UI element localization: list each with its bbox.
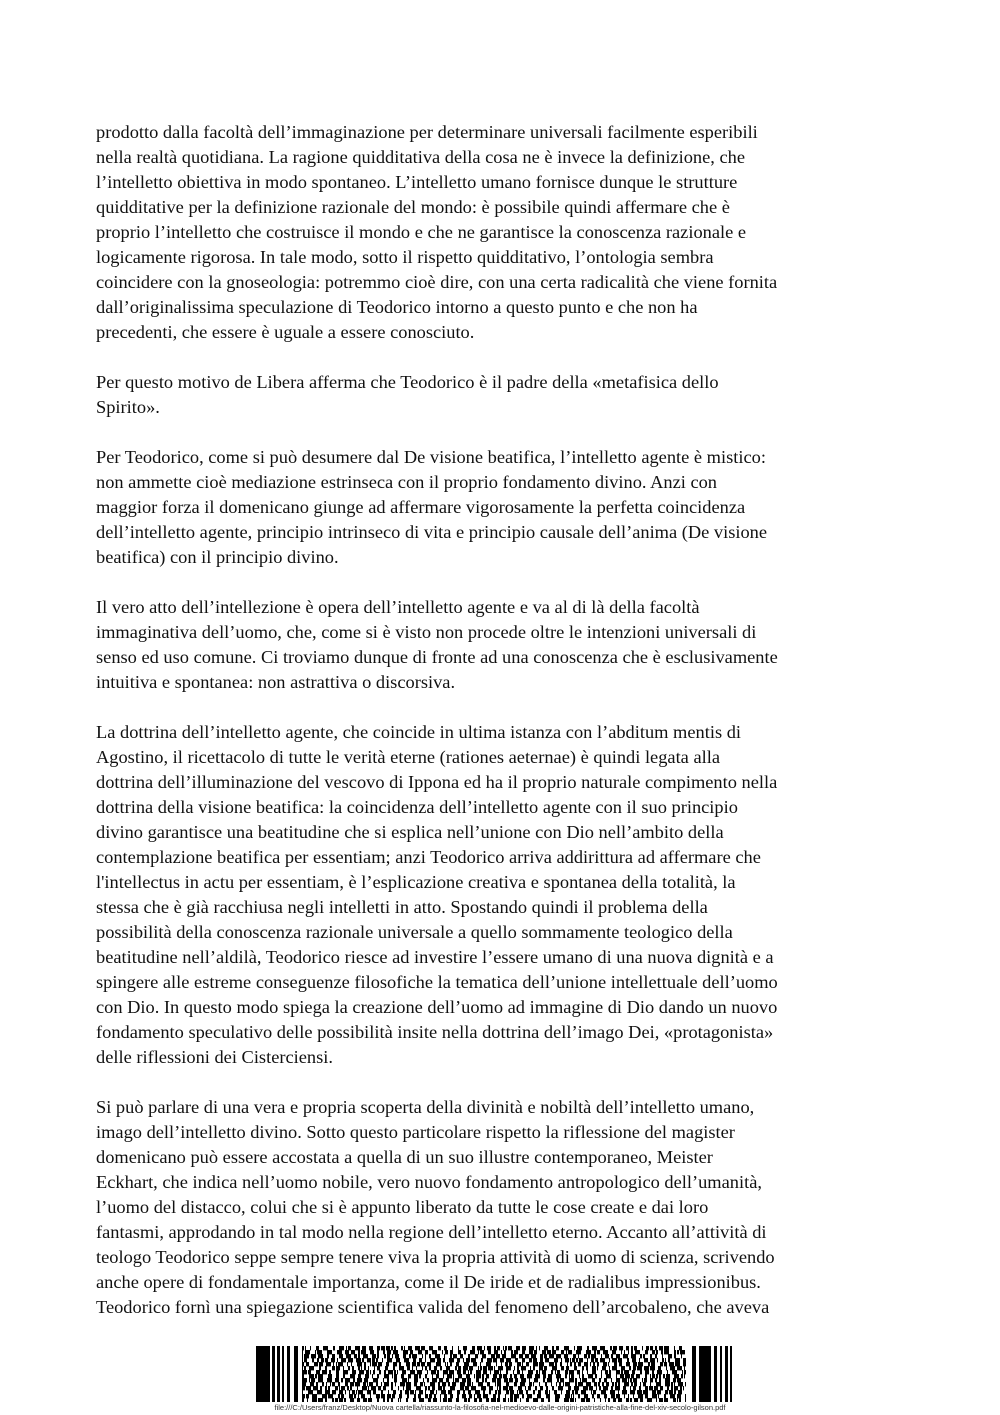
body-text <box>96 120 916 1345</box>
paragraph-4: Il vero atto dell’intellezione è opera dell’intelletto agente e va al di là della facoltà immaginativa dell’uomo, che, come si è visto non procede oltre le intenzioni universali di senso ed uso comune. Ci troviamo dunque di fronte ad una conoscenza che è esclusivamente intuitiva e spontanea: non astrattiva o discorsiva. <box>96 597 778 692</box>
paragraph-1: prodotto dalla facoltà dell’immaginazione per determinare universali facilmente esperibili nella realtà quotidiana. La ragione quidditativa della cosa ne è invece la definizione, che l’intelletto obiettiva in modo spontaneo. L’intelletto umano fornisce dunque le strutture quidditative per la definizione razionale del mondo: è possibile quindi affermare che è proprio l’intelletto che costruisce il mondo e che ne garantisce la conoscenza razionale e logicamente rigorosa. In tale modo, sotto il rispetto quidditativo, l’ontologia sembra coincidere con la gnoseologia: potremmo cioè dire, con una certa radicalità che viene fornita dall’originalissima speculazione di Teodorico intorno a questo punto e che non ha precedenti, che essere è uguale a essere conosciuto. <box>96 122 778 342</box>
paragraph-5: La dottrina dell’intelletto agente, che coincide in ultima istanza con l’abditum mentis di Agostino, il ricettacolo di tutte le verità eterne (rationes aeternae) è quindi legata alla dottrina dell’illuminazione del vescovo di Ippona ed ha il proprio naturale compimento nella dottrina della visione beatifica: la coincidenza dell’intelletto agente con il suo principio divino garantisce una beatitudine che si esplica nell’unione con Dio nell’ambito della contemplazione beatifica per essentiam; anzi Teodorico arriva addirittura ad affermare che l'intellectus in actu per essentiam, è l’esplicazione creativa e spontanea della totalità, la stessa che è già racchiusa negli intelletti in atto. Spostando quindi il problema della possibilità della conoscenza razionale universale a quello sommamente teologico della beatitudine nell’aldilà, Teodorico riesce ad investire l’essere umano di una nuova dignità e a spingere alle estreme conseguenze filosofiche la tematica dell’unione intellettuale dell’uomo con Dio. In questo modo spiega la creazione dell’uomo ad immagine di Dio dando un nuovo fondamento speculativo delle possibilità insite nella dottrina dell’imago Dei, «protagonista» delle riflessioni dei Cisterciensi. <box>96 722 778 1067</box>
paragraph-2: Per questo motivo de Libera afferma che Teodorico è il padre della «metafisica dello Spirito». <box>96 372 719 417</box>
paragraph-3: Per Teodorico, come si può desumere dal De visione beatifica, l’intelletto agente è mistico: non ammette cioè mediazione estrinseca con il proprio fondamento divino. Anzi con maggior forza il domenicano giunge ad affermare vigorosamente la perfetta coincidenza dell’intelletto agente, principio intrinseco di vita e principio causale dell’anima (De visione beatifica) con il principio divino. <box>96 447 768 567</box>
footer-file-path: file:///C:/Users/franz/Desktop/Nuova cartella/riassunto-la-filosofia-nel-medioevo-dalle-origini-patristiche-alla-fine-del-xiv-secolo-gilson.pdf <box>274 1403 726 1412</box>
pdf417-barcode <box>256 1346 732 1402</box>
paragraph-6: Si può parlare di una vera e propria scoperta della divinità e nobiltà dell’intelletto umano, imago dell’intelletto divino. Sotto questo particolare rispetto la riflessione del magister domenicano può essere accostata a quella di un suo illustre contemporaneo, Meister Eckhart, che indica nell’uomo nobile, vero nuovo fondamento antropologico dell’umanità, l’uomo del distacco, colui che si è appunto liberato da tutte le cose create e dai loro fantasmi, approdando in tal modo nella regione dell’intelletto eterno. Accanto all’attività di teologo Teodorico seppe sempre tenere viva la propria attività di uomo di scienza, scrivendo anche opere di fondamentale importanza, come il De iride et de radialibus impressionibus. Teodorico fornì una spiegazione scientifica valida del fenomeno dell’arcobaleno, che aveva <box>96 1097 775 1317</box>
